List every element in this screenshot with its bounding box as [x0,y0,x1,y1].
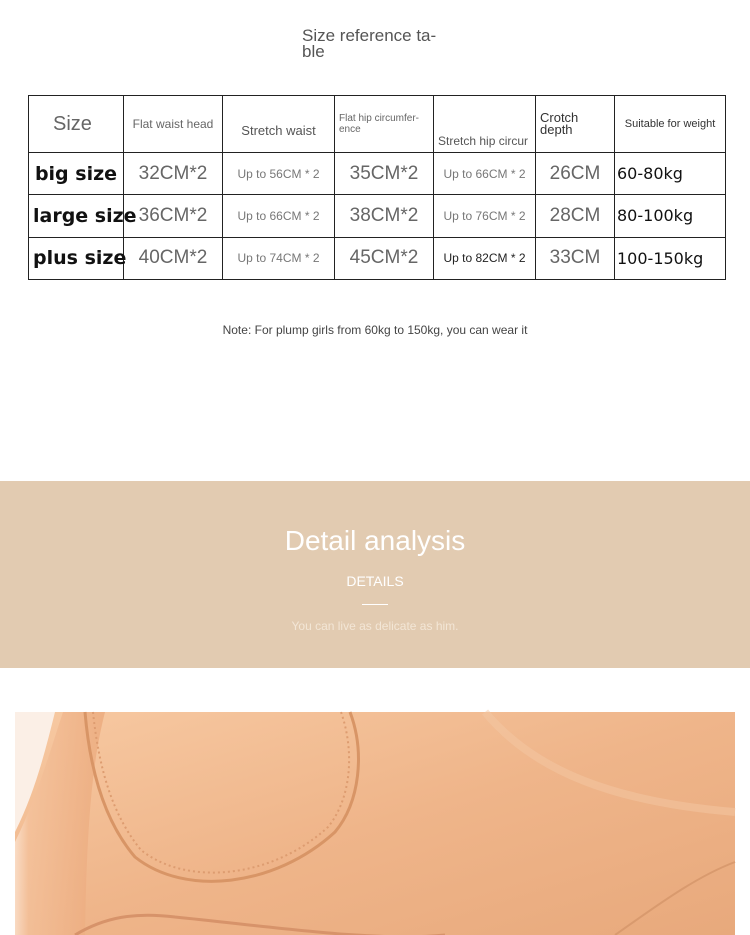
fabric-illustration [15,712,735,935]
flat-hip-value: 35CM*2 [335,153,434,195]
header-stretch-hip: Stretch hip circur [434,96,536,153]
size-note: Note: For plump girls from 60kg to 150kg, you can wear it [222,323,528,337]
header-flat-hip: Flat hip circumfer-ence [335,96,434,153]
header-stretch-waist: Stretch waist [223,96,335,153]
table-row [29,195,726,237]
weight-value: 100-150kg [615,237,726,279]
header-crotch-depth: Crotch depth [536,96,615,153]
header-size: Size [29,96,124,153]
table-row [29,237,726,279]
detail-divider [362,604,388,605]
flat-hip-value: 38CM*2 [335,195,434,237]
page-title: Size reference ta-ble [302,26,437,61]
stretch-waist-value: Up to 66CM * 2 [223,195,335,237]
crotch-depth-value: 28CM [536,195,615,237]
flat-waist-value: 32CM*2 [124,153,223,195]
row-label: large size [29,195,124,237]
flat-waist-value: 40CM*2 [124,237,223,279]
weight-value: 80-100kg [615,195,726,237]
table-header-row [29,96,726,153]
flat-waist-value: 36CM*2 [124,195,223,237]
size-table [28,95,726,280]
weight-value: 60-80kg [615,153,726,195]
header-weight: Suitable for weight [615,96,726,153]
stretch-waist-value: Up to 56CM * 2 [223,153,335,195]
crotch-depth-value: 26CM [536,153,615,195]
row-label: plus size [29,237,124,279]
crotch-depth-value: 33CM [536,237,615,279]
detail-title: Detail analysis [284,525,466,556]
flat-hip-value: 45CM*2 [335,237,434,279]
header-flat-waist: Flat waist head [124,96,223,153]
stretch-hip-value: Up to 76CM * 2 [434,195,536,237]
detail-subtitle: DETAILS [346,573,404,589]
table-row [29,153,726,195]
stretch-waist-value: Up to 74CM * 2 [223,237,335,279]
product-fabric-photo [15,712,735,935]
row-label: big size [29,153,124,195]
detail-tagline: You can live as delicate as him. [291,619,459,633]
stretch-hip-value: Up to 82CM * 2 [434,237,536,279]
stretch-hip-value: Up to 66CM * 2 [434,153,536,195]
